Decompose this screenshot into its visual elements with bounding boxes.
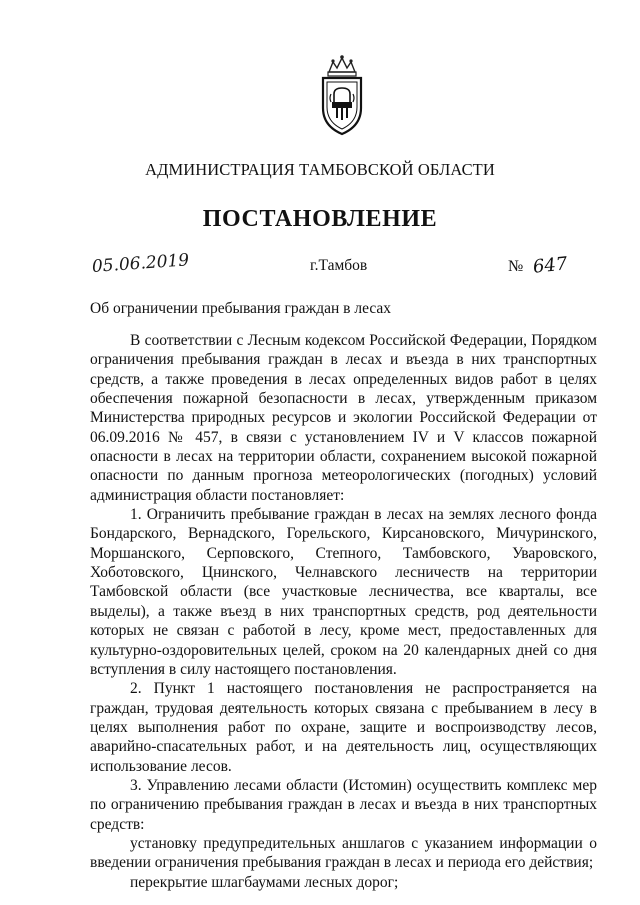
coat-of-arms-emblem bbox=[317, 50, 367, 136]
handwritten-date: 05.06.2019 bbox=[91, 250, 190, 277]
paragraph-item-2: 2. Пункт 1 настоящего постановления не распространяется на граждан, трудовая деятельность которых связана с пребыванием в лесу в целях выполнения работ по охране, защите и воспроизводству лесов, аварийно-спасательных работ, и на деятельность лиц, осуществляющих использование лесов. bbox=[90, 680, 597, 775]
paragraph-item-3-sub-1: установку предупредительных аншлагов с указанием информации о введении ограничения пребывания граждан в лесах и периода его действия; bbox=[90, 834, 597, 872]
document-subject: Об ограничении пребывания граждан в лесах bbox=[90, 300, 392, 317]
paragraph-item-3: 3. Управлению лесами области (Истомин) осуществить комплекс мер по ограничению пребывания граждан в лесах и въезда в них транспортных средств: bbox=[90, 776, 597, 833]
document-body bbox=[90, 331, 597, 892]
document-number bbox=[508, 255, 568, 276]
handwritten-number: 647 bbox=[532, 253, 569, 278]
paragraph-item-1: 1. Ограничить пребывание граждан в лесах на землях лесного фонда Бондарского, Вернадского, Горельского, Кирсановского, Мичуринского, Моршанского, Серповского, Степного, Тамбовского, Уваровского, Хоботовского, Цнинского, Челнавского лесничеств на территории Тамбовской области (все участковые лесничества, все кварталы, все выделы), а также въезд в них транспортных средств, род деятельности которых не связан с работой в лесу, кроме мест, предоставленных для культурно-оздоровительных целей, сроком на 20 календарных дней со дня вступления в силу настоящего постановления. bbox=[90, 506, 597, 678]
city-label: г.Тамбов bbox=[310, 257, 368, 274]
paragraph-preamble: В соответствии с Лесным кодексом Российской Федерации, Порядком ограничения пребывания граждан в лесах и въезда в них транспортных средств, а также проведения в лесах определенных видов работ в целях обеспечения пожарной безопасности в лесах, утвержденным приказом Министерства природных ресурсов и экологии Российской Федерации от 06.09.2016 № 457, в связи с установлением IV и V классов пожарной опасности в лесах на территории области, сохранением высокой пожарной опасности по данным прогноза метеорологических (погодных) условий администрация области постановляет: bbox=[90, 332, 597, 504]
organization-title: АДМИНИСТРАЦИЯ ТАМБОВСКОЙ ОБЛАСТИ bbox=[145, 160, 495, 179]
document-type-heading: ПОСТАНОВЛЕНИЕ bbox=[202, 206, 438, 232]
paragraph-item-3-sub-2: перекрытие шлагбаумами лесных дорог; bbox=[130, 873, 399, 891]
number-sign: № bbox=[508, 258, 524, 275]
